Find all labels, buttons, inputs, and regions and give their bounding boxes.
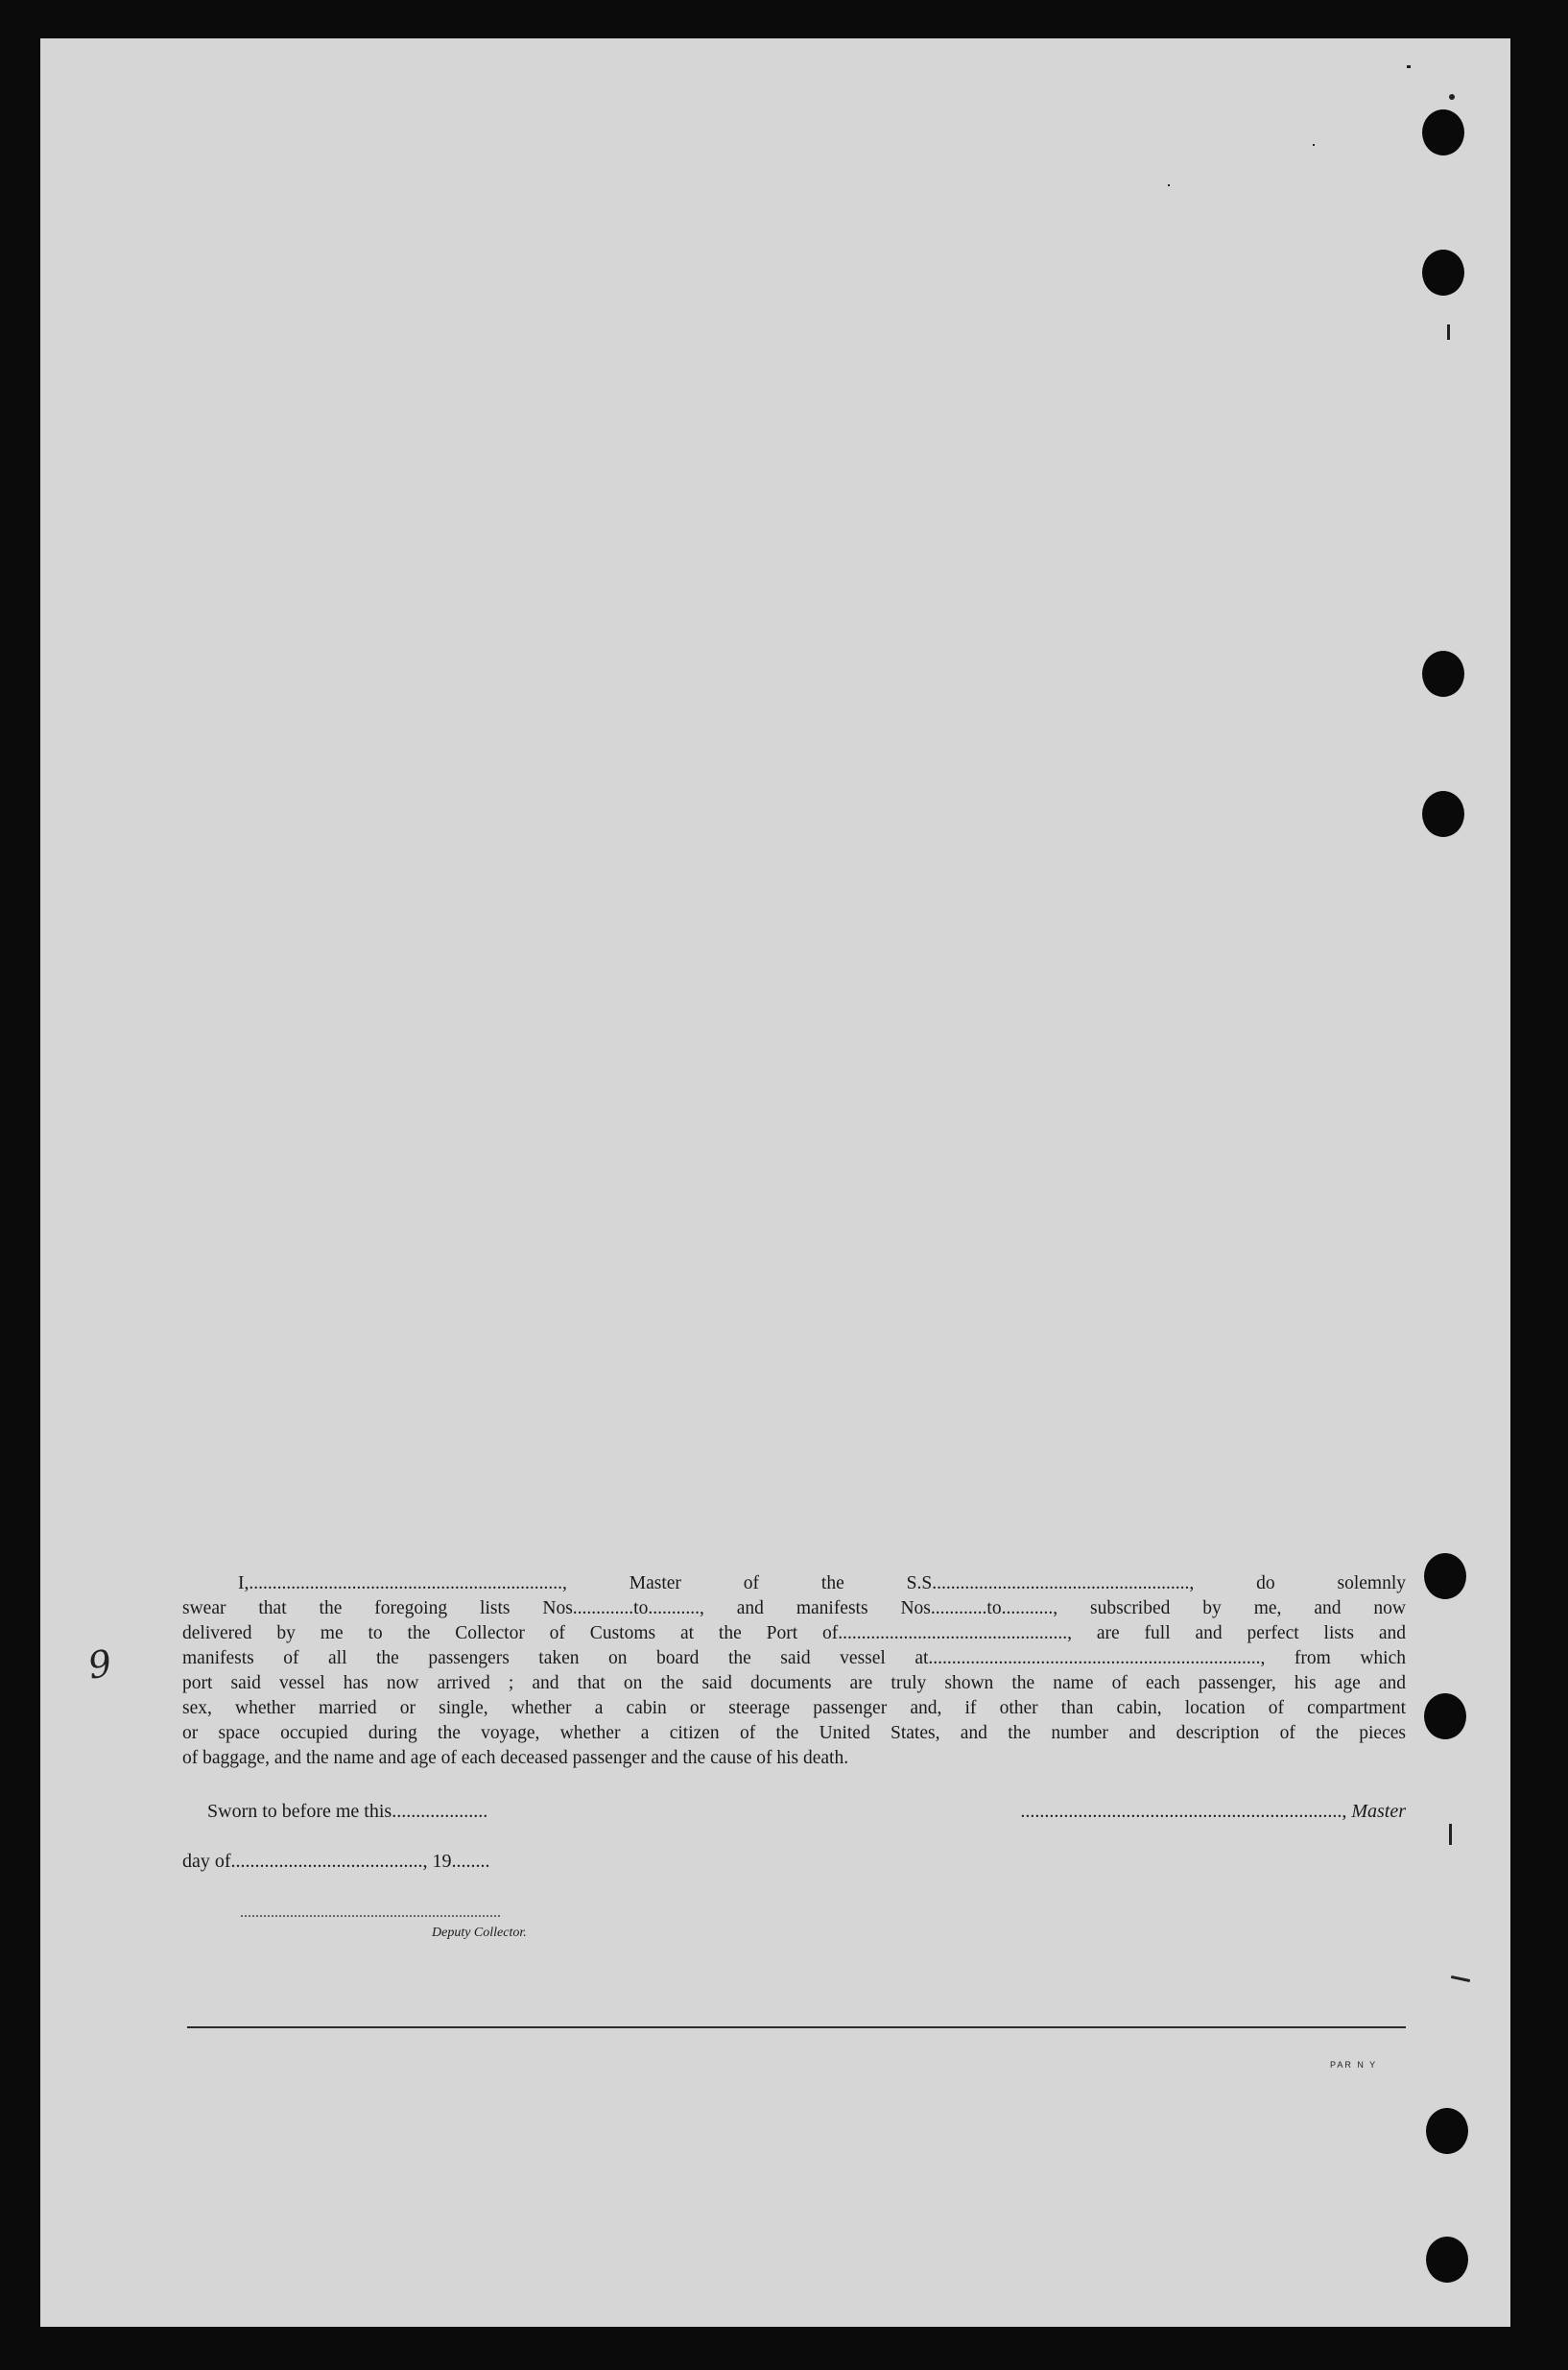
punch-hole [1422,791,1464,837]
ink-speck [1449,1824,1452,1845]
oath-line: sex, whether married or single, whether a cabin or steerage passenger and, if other than cabin, location of compartment [182,1698,1406,1718]
ink-speck [1407,65,1411,68]
master-signature-line [910,1801,1406,1823]
printer-imprint: PAR N Y [1330,2060,1378,2070]
oath-line: I,..................................................................., Master of the S.S......................................................., do solemnly [238,1573,1406,1593]
oath-line: swear that the foregoing lists Nos.............to..........., and manifests Nos............to..........., subscribed by me, and now [182,1598,1406,1618]
deputy-signature-dots: .................................................................... [240,1904,501,1921]
oath-line: manifests of all the passengers taken on board the said vessel at......................................................................., from which [182,1648,1406,1668]
ink-speck [1449,94,1455,100]
horizontal-rule [187,2026,1406,2028]
oath-line: port said vessel has now arrived ; and that on the said documents are truly shown the name of each passenger, his age and [182,1673,1406,1693]
document-page [40,38,1510,2327]
punch-hole [1424,1693,1466,1739]
oath-line: or space occupied during the voyage, whether a citizen of the United States, and the number and description of the pieces [182,1723,1406,1743]
oath-paragraph [182,1571,1406,1771]
ink-speck [1313,144,1315,146]
ink-speck [1451,1975,1470,1982]
oath-line: of baggage, and the name and age of each deceased passenger and the cause of his death. [182,1748,849,1768]
ink-speck [1168,184,1170,186]
margin-annotation: 9 [84,1641,115,1688]
day-of-line: day of........................................, 19........ [182,1851,490,1872]
deputy-collector-label: Deputy Collector. [432,1926,527,1940]
sworn-line: Sworn to before me this.................... [207,1801,488,1822]
punch-hole [1422,250,1464,296]
punch-hole [1422,109,1464,156]
ink-speck [1447,324,1461,326]
punch-hole [1426,2108,1468,2154]
punch-hole [1422,651,1464,697]
punch-hole [1424,1553,1466,1599]
master-label: Master [1351,1801,1406,1822]
ink-speck [1447,324,1450,340]
oath-line: delivered by me to the Collector of Customs at the Port of................................................., are full and perfect lists and [182,1623,1406,1643]
punch-hole [1426,2237,1468,2283]
master-signature-dots: ..................................................................., [1020,1801,1347,1822]
